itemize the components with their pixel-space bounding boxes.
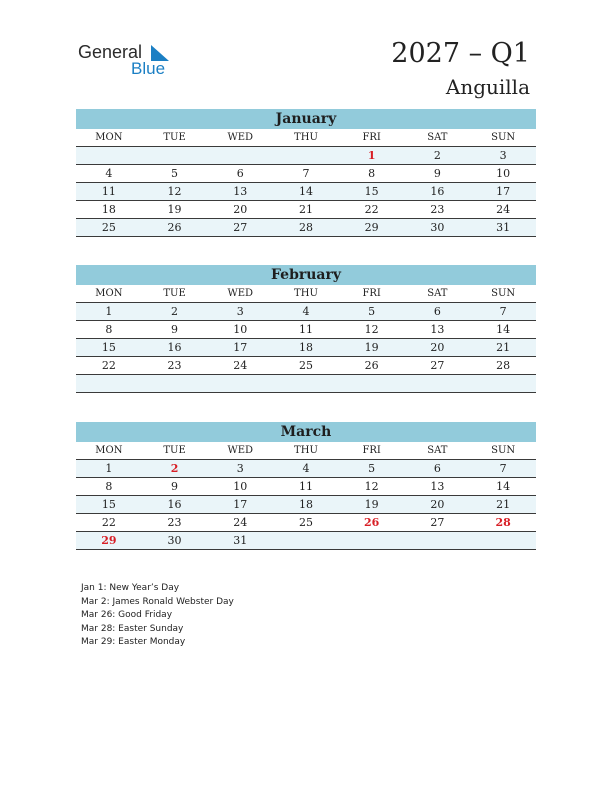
day-cell: 5 bbox=[339, 303, 405, 321]
weekday-label: TUE bbox=[142, 129, 208, 147]
week-row bbox=[76, 219, 536, 237]
day-cell: 23 bbox=[142, 357, 208, 375]
week-row bbox=[76, 183, 536, 201]
day-cell bbox=[207, 375, 273, 393]
weekday-label: WED bbox=[207, 285, 273, 303]
week-row bbox=[76, 514, 536, 532]
day-cell: 21 bbox=[470, 496, 536, 514]
day-cell: 7 bbox=[470, 460, 536, 478]
month-january bbox=[76, 109, 536, 237]
day-cell: 23 bbox=[405, 201, 471, 219]
day-cell: 18 bbox=[273, 496, 339, 514]
day-cell: 14 bbox=[470, 478, 536, 496]
day-cell: 17 bbox=[470, 183, 536, 201]
weekday-label: WED bbox=[207, 442, 273, 460]
day-cell bbox=[339, 532, 405, 550]
day-cell: 20 bbox=[405, 339, 471, 357]
day-cell: 31 bbox=[207, 532, 273, 550]
day-cell: 25 bbox=[273, 357, 339, 375]
day-cell: 8 bbox=[76, 321, 142, 339]
weekday-label: TUE bbox=[142, 442, 208, 460]
day-cell: 9 bbox=[142, 478, 208, 496]
week-row bbox=[76, 165, 536, 183]
day-cell: 25 bbox=[273, 514, 339, 532]
day-cell: 4 bbox=[76, 165, 142, 183]
day-cell: 15 bbox=[339, 183, 405, 201]
weekday-label: THU bbox=[273, 129, 339, 147]
day-cell: 2 bbox=[142, 303, 208, 321]
weekday-label: WED bbox=[207, 129, 273, 147]
day-cell: 3 bbox=[207, 460, 273, 478]
day-cell: 2 bbox=[142, 460, 208, 478]
day-cell: 3 bbox=[207, 303, 273, 321]
day-cell: 8 bbox=[76, 478, 142, 496]
holiday-note: Mar 29: Easter Monday bbox=[81, 637, 186, 647]
day-cell: 25 bbox=[76, 219, 142, 237]
weekday-header-row bbox=[76, 285, 536, 303]
day-cell: 10 bbox=[207, 321, 273, 339]
day-cell: 19 bbox=[339, 496, 405, 514]
day-cell: 6 bbox=[405, 460, 471, 478]
day-cell: 18 bbox=[273, 339, 339, 357]
day-cell: 28 bbox=[470, 514, 536, 532]
day-cell: 16 bbox=[142, 496, 208, 514]
day-cell bbox=[339, 375, 405, 393]
day-cell: 13 bbox=[405, 321, 471, 339]
weekday-label: SUN bbox=[470, 129, 536, 147]
day-cell: 9 bbox=[405, 165, 471, 183]
weekday-label: MON bbox=[76, 442, 142, 460]
week-row bbox=[76, 147, 536, 165]
day-cell bbox=[470, 532, 536, 550]
week-row bbox=[76, 532, 536, 550]
holiday-note: Jan 1: New Year’s Day bbox=[81, 583, 180, 593]
weekday-label: MON bbox=[76, 129, 142, 147]
day-cell: 27 bbox=[207, 219, 273, 237]
weekday-label: THU bbox=[273, 285, 339, 303]
week-row bbox=[76, 460, 536, 478]
day-cell: 16 bbox=[142, 339, 208, 357]
day-cell: 14 bbox=[470, 321, 536, 339]
day-cell: 20 bbox=[405, 496, 471, 514]
day-cell: 13 bbox=[207, 183, 273, 201]
week-row bbox=[76, 201, 536, 219]
day-cell bbox=[273, 147, 339, 165]
month-february bbox=[76, 265, 536, 393]
day-cell: 22 bbox=[339, 201, 405, 219]
day-cell: 2 bbox=[405, 147, 471, 165]
day-cell: 8 bbox=[339, 165, 405, 183]
week-row bbox=[76, 496, 536, 514]
day-cell: 29 bbox=[76, 532, 142, 550]
day-cell: 1 bbox=[76, 303, 142, 321]
day-cell: 27 bbox=[405, 514, 471, 532]
weekday-label: THU bbox=[273, 442, 339, 460]
holiday-note: Mar 26: Good Friday bbox=[81, 610, 173, 620]
day-cell: 23 bbox=[142, 514, 208, 532]
day-cell: 18 bbox=[76, 201, 142, 219]
day-cell: 12 bbox=[142, 183, 208, 201]
day-cell: 10 bbox=[470, 165, 536, 183]
month-title: February bbox=[76, 265, 536, 285]
day-cell: 21 bbox=[470, 339, 536, 357]
day-cell: 20 bbox=[207, 201, 273, 219]
day-cell bbox=[470, 375, 536, 393]
week-row bbox=[76, 303, 536, 321]
day-cell: 15 bbox=[76, 496, 142, 514]
day-cell: 6 bbox=[207, 165, 273, 183]
day-cell: 12 bbox=[339, 321, 405, 339]
month-title: March bbox=[76, 422, 536, 442]
weekday-label: SAT bbox=[405, 285, 471, 303]
day-cell: 16 bbox=[405, 183, 471, 201]
day-cell: 6 bbox=[405, 303, 471, 321]
weekday-label: FRI bbox=[339, 129, 405, 147]
week-row bbox=[76, 339, 536, 357]
day-cell: 13 bbox=[405, 478, 471, 496]
day-cell: 31 bbox=[470, 219, 536, 237]
day-cell: 11 bbox=[76, 183, 142, 201]
weekday-header-row bbox=[76, 129, 536, 147]
month-march bbox=[76, 422, 536, 550]
day-cell: 4 bbox=[273, 303, 339, 321]
day-cell: 4 bbox=[273, 460, 339, 478]
day-cell: 9 bbox=[142, 321, 208, 339]
day-cell bbox=[142, 375, 208, 393]
day-cell bbox=[76, 375, 142, 393]
day-cell: 30 bbox=[142, 532, 208, 550]
day-cell: 14 bbox=[273, 183, 339, 201]
day-cell: 29 bbox=[339, 219, 405, 237]
weekday-label: SUN bbox=[470, 285, 536, 303]
day-cell bbox=[273, 375, 339, 393]
day-cell: 17 bbox=[207, 496, 273, 514]
weekday-label: SAT bbox=[405, 129, 471, 147]
day-cell: 1 bbox=[339, 147, 405, 165]
day-cell: 10 bbox=[207, 478, 273, 496]
week-row bbox=[76, 375, 536, 393]
day-cell bbox=[76, 147, 142, 165]
day-cell: 27 bbox=[405, 357, 471, 375]
weekday-label: FRI bbox=[339, 285, 405, 303]
day-cell: 28 bbox=[273, 219, 339, 237]
week-row bbox=[76, 478, 536, 496]
month-title: January bbox=[76, 109, 536, 129]
day-cell: 7 bbox=[273, 165, 339, 183]
day-cell: 30 bbox=[405, 219, 471, 237]
holiday-note: Mar 2: James Ronald Webster Day bbox=[81, 596, 234, 607]
weekday-header-row bbox=[76, 442, 536, 460]
day-cell: 7 bbox=[470, 303, 536, 321]
holiday-notes bbox=[81, 582, 234, 650]
day-cell bbox=[405, 532, 471, 550]
brand-logo bbox=[78, 42, 178, 78]
day-cell bbox=[273, 532, 339, 550]
day-cell: 26 bbox=[339, 357, 405, 375]
day-cell: 26 bbox=[142, 219, 208, 237]
weekday-label: SAT bbox=[405, 442, 471, 460]
weekday-label: SUN bbox=[470, 442, 536, 460]
calendar-grid bbox=[76, 442, 536, 550]
calendar-grid bbox=[76, 129, 536, 237]
day-cell: 19 bbox=[339, 339, 405, 357]
day-cell: 24 bbox=[207, 357, 273, 375]
week-row bbox=[76, 357, 536, 375]
day-cell: 1 bbox=[76, 460, 142, 478]
day-cell: 15 bbox=[76, 339, 142, 357]
day-cell bbox=[142, 147, 208, 165]
day-cell: 3 bbox=[470, 147, 536, 165]
day-cell: 11 bbox=[273, 321, 339, 339]
weekday-label: TUE bbox=[142, 285, 208, 303]
day-cell: 21 bbox=[273, 201, 339, 219]
day-cell: 24 bbox=[207, 514, 273, 532]
weekday-label: MON bbox=[76, 285, 142, 303]
day-cell: 17 bbox=[207, 339, 273, 357]
day-cell: 28 bbox=[470, 357, 536, 375]
holiday-note: Mar 28: Easter Sunday bbox=[81, 623, 184, 634]
brand-general: General bbox=[78, 42, 143, 62]
day-cell: 22 bbox=[76, 357, 142, 375]
page-title: 2027 – Q1 bbox=[391, 38, 530, 69]
brand-blue: Blue bbox=[131, 59, 166, 78]
day-cell: 5 bbox=[339, 460, 405, 478]
day-cell: 5 bbox=[142, 165, 208, 183]
day-cell: 26 bbox=[339, 514, 405, 532]
day-cell: 11 bbox=[273, 478, 339, 496]
country-name: Anguilla bbox=[445, 75, 530, 99]
day-cell: 24 bbox=[470, 201, 536, 219]
weekday-label: FRI bbox=[339, 442, 405, 460]
day-cell: 22 bbox=[76, 514, 142, 532]
week-row bbox=[76, 321, 536, 339]
day-cell: 12 bbox=[339, 478, 405, 496]
day-cell bbox=[207, 147, 273, 165]
day-cell bbox=[405, 375, 471, 393]
calendar-grid bbox=[76, 285, 536, 393]
day-cell: 19 bbox=[142, 201, 208, 219]
